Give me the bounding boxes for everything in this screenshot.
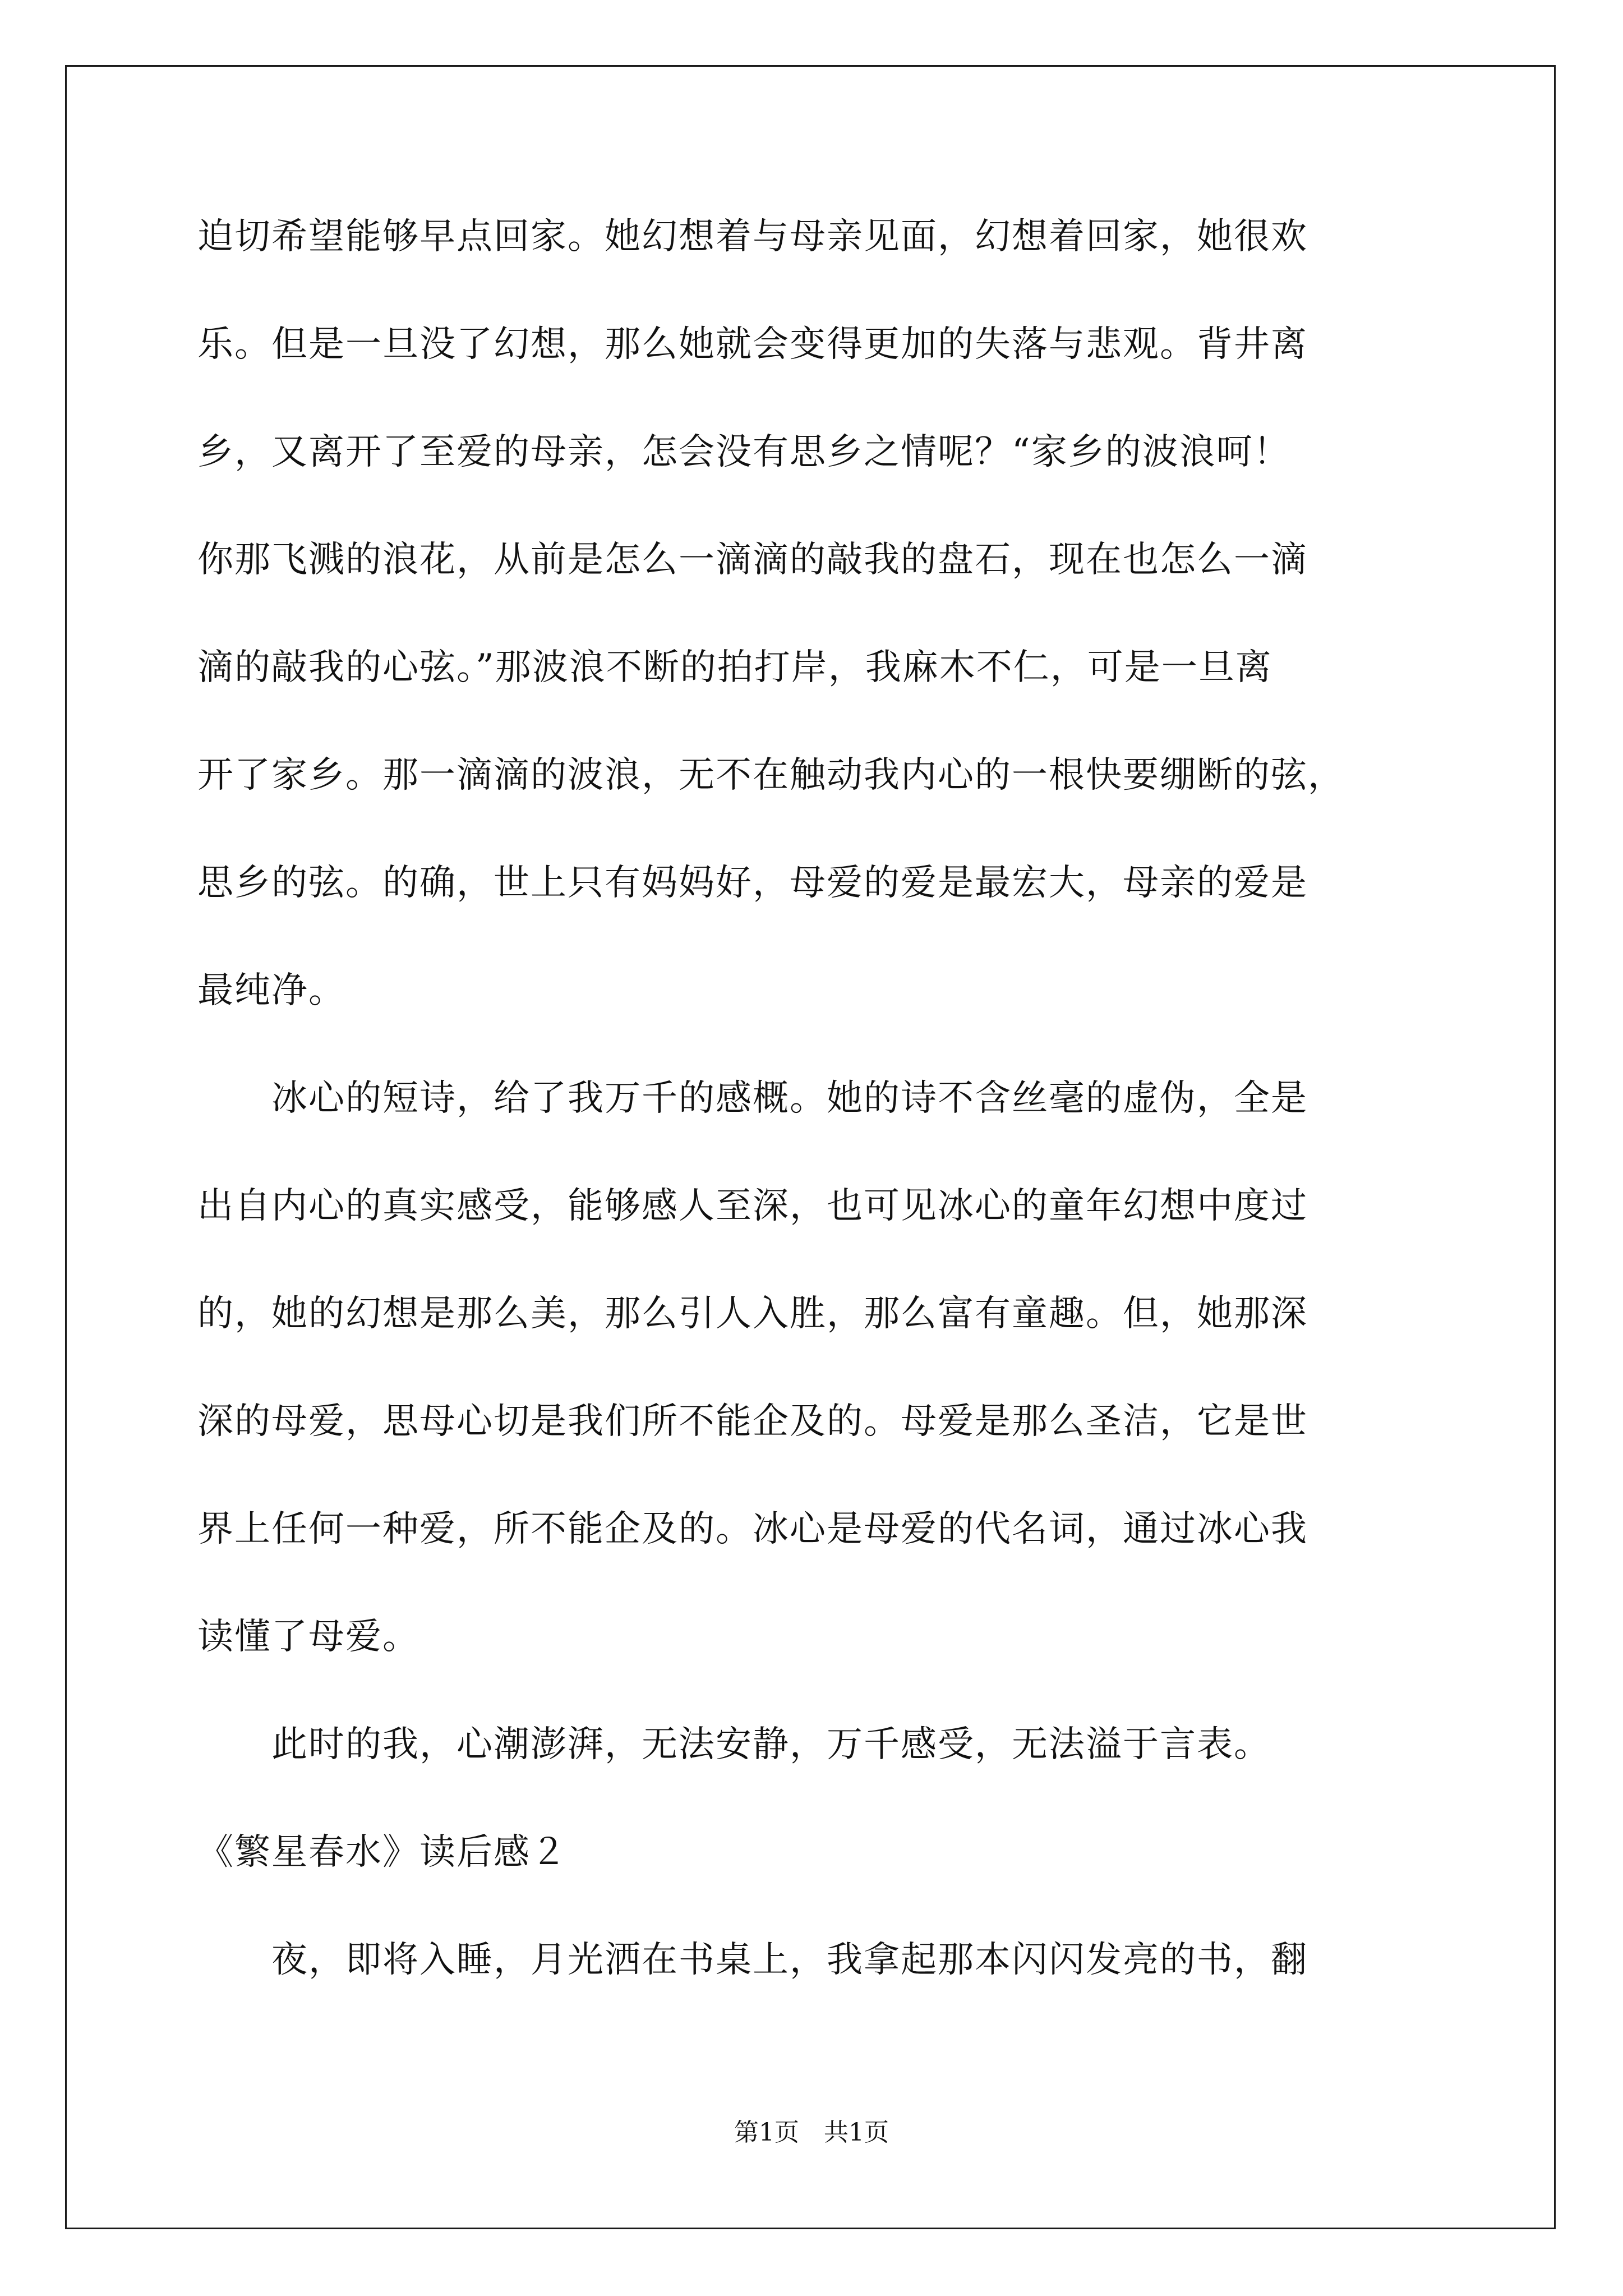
- paragraph-start-line: 此时的我，心潮澎湃，无法安静，万千感受，无法溢于言表。: [197, 1724, 1271, 1765]
- text-line: 乐。但是一旦没了幻想，那么她就会变得更加的失落与悲观。背井离: [197, 324, 1308, 365]
- text-line: 迫切希望能够早点回家。她幻想着与母亲见面，幻想着回家，她很欢: [197, 216, 1308, 257]
- page-total: 共1页: [824, 2118, 889, 2147]
- text-line: 你那飞溅的浪花，从前是怎么一滴滴的敲我的盘石，现在也怎么一滴: [197, 539, 1308, 581]
- text-line: 读懂了母爱。: [197, 1616, 419, 1658]
- text-line: 出自内心的真实感受，能够感人至深，也可见冰心的童年幻想中度过: [197, 1185, 1308, 1227]
- page-border: [65, 65, 1556, 2229]
- page-number: 第1页: [734, 2118, 799, 2147]
- text-line: 乡，又离开了至爱的母亲，怎会没有思乡之情呢？“家乡的波浪呵！: [197, 431, 1290, 473]
- text-line: 思乡的弦。的确，世上只有妈妈好，母爱的爱是最宏大，母亲的爱是: [197, 862, 1308, 904]
- paragraph-start-line: 夜，即将入睡，月光洒在书桌上，我拿起那本闪闪发亮的书，翻: [197, 1939, 1308, 1981]
- text-line: 界上任何一种爱，所不能企及的。冰心是母爱的代名词，通过冰心我: [197, 1508, 1308, 1550]
- text-line: 深的母爱，思母心切是我们所不能企及的。母爱是那么圣洁，它是世: [197, 1401, 1308, 1442]
- text-line: 最纯净。: [197, 970, 345, 1011]
- text-line: 滴的敲我的心弦。”那波浪不断的拍打岸，我麻木不仁，可是一旦离: [197, 647, 1272, 688]
- section-heading: 《繁星春水》读后感２: [197, 1832, 568, 1873]
- page-footer: [0, 2120, 1623, 2145]
- text-line: 开了家乡。那一滴滴的波浪，无不在触动我内心的一根快要绷断的弦，: [197, 754, 1345, 796]
- text-line: 的，她的幻想是那么美，那么引人入胜，那么富有童趣。但，她那深: [197, 1293, 1308, 1335]
- paragraph-start-line: 冰心的短诗，给了我万千的感概。她的诗不含丝毫的虚伪，全是: [197, 1078, 1308, 1119]
